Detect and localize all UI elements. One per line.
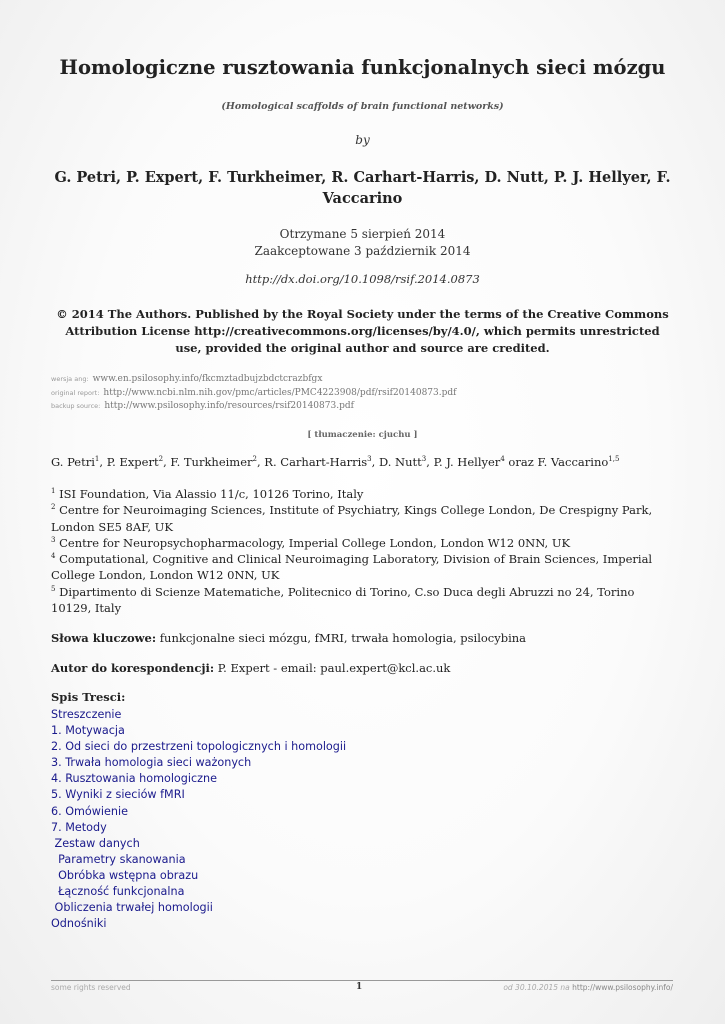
keywords-label: Słowa kluczowe:: [51, 631, 157, 645]
toc-link-discussion[interactable]: 6. Omówienie: [51, 804, 129, 818]
toc-link-methods[interactable]: 7. Metody: [51, 820, 107, 834]
affiliation-text: Dipartimento di Scienze Matematiche, Politecnico di Torino, C.so Duca degli Abruzzi no 24, Torino 10129, Italy: [51, 584, 635, 616]
keywords-line: [51, 631, 526, 645]
toc-link-references[interactable]: Odnośniki: [51, 917, 107, 931]
source-original: [51, 388, 456, 398]
source-label: wersja ang:: [51, 375, 89, 383]
document-subtitle: (Homological scaffolds of brain functional networks): [221, 101, 504, 112]
correspondence-value: P. Expert - email: paul.expert@kcl.ac.uk: [217, 661, 451, 675]
author-separator: ,: [163, 455, 171, 469]
toc-link-abstract[interactable]: Streszczenie: [51, 708, 122, 721]
source-label: backup source:: [51, 402, 101, 410]
footer-link[interactable]: http://www.psilosophy.info/: [572, 983, 673, 992]
author-affil-sup: 1: [94, 455, 100, 464]
footer-divider: [51, 980, 673, 981]
author-separator: ,: [99, 455, 107, 469]
affiliations-list: [51, 486, 676, 616]
author-name: P. J. Hellyer: [433, 455, 501, 469]
affiliation-item: [51, 584, 676, 617]
translation-note: [ tłumaczenie: cjuchu ]: [307, 430, 418, 440]
author-affil-sup: 1,5: [608, 455, 620, 464]
affiliation-number: 5: [51, 584, 56, 593]
footer-rights: some rights reserved: [51, 983, 131, 992]
source-label: original report:: [51, 389, 100, 397]
affiliation-text: ISI Foundation, Via Alassio 11/c, 10126 Torino, Italy: [59, 487, 364, 501]
toc-link-preprocessing[interactable]: Obróbka wstępna obrazu: [51, 868, 199, 882]
affiliation-number: 3: [51, 536, 56, 545]
affiliation-item: [51, 551, 676, 584]
affiliation-text: Computational, Cognitive and Clinical Neuroimaging Laboratory, Division of Brain Sciences, Imperial College London, London W12 0NN, UK: [51, 552, 653, 583]
affiliation-item: [51, 502, 676, 535]
affiliation-number: 1: [51, 487, 56, 496]
source-url[interactable]: http://www.ncbi.nlm.nih.gov/pmc/articles/PMC4223908/pdf/rsif20140873.pdf: [103, 388, 457, 398]
toc-link-scan-parameters[interactable]: Parametry skanowania: [51, 852, 186, 866]
page-number: 1: [356, 982, 363, 992]
toc-heading: Spis Tresci:: [51, 690, 126, 704]
author-affil-sup: 3: [367, 455, 372, 464]
author-separator: ,: [256, 455, 265, 469]
document-title: Homologiczne rusztowania funkcjonalnych sieci mózgu: [59, 56, 666, 79]
source-backup: [51, 401, 354, 411]
doi-link[interactable]: http://dx.doi.org/10.1098/rsif.2014.0873: [245, 272, 480, 286]
affiliation-text: Centre for Neuroimaging Sciences, Institute of Psychiatry, Kings College London, De Crespigny Park, London SE5 8AF, UK: [51, 503, 653, 534]
toc-link-networks-to-topology[interactable]: 2. Od sieci do przestrzeni topologicznych i homologii: [51, 740, 347, 754]
toc-link-homological-scaffolds[interactable]: 4. Rusztowania homologiczne: [51, 772, 217, 786]
footer-date: od 30.10.2015 na: [503, 983, 570, 992]
author-name: F. Turkheimer: [170, 455, 253, 469]
license-notice: © 2014 The Authors. Published by the Royal Society under the terms of the Creative Commons Attribution License http://creativecommons.org/licenses/by/4.0/, which permits unrestricted use, provided the original author and source are credited.: [56, 307, 669, 355]
affiliation-text: Centre for Neuropsychopharmacology, Imperial College London, London W12 0NN, UK: [59, 535, 571, 550]
dates-block: [40, 226, 685, 260]
toc-link-homology-computation[interactable]: Obliczenia trwałej homologii: [51, 901, 213, 915]
authors-list: [51, 455, 619, 469]
toc-link-dataset[interactable]: Zestaw danych: [51, 836, 140, 850]
author-name: G. Petri: [51, 455, 95, 469]
author-affil-sup: 4: [500, 455, 505, 464]
author-affil-sup: 2: [158, 455, 164, 464]
toc-link-fmri-results[interactable]: 5. Wyniki z sieciów fMRI: [51, 788, 185, 802]
author-affil-sup: 2: [252, 455, 257, 464]
author-separator: oraz: [504, 455, 538, 469]
author-name: P. Expert: [106, 455, 159, 469]
author-name: R. Carhart-Harris: [264, 455, 368, 469]
author-separator: ,: [371, 455, 379, 469]
received-date: Otrzymane 5 sierpień 2014: [279, 227, 446, 241]
source-url[interactable]: http://www.psilosophy.info/resources/rsif20140873.pdf: [104, 401, 354, 411]
table-of-contents: [51, 707, 346, 932]
by-label: by: [355, 133, 370, 147]
author-name: D. Nutt: [378, 455, 422, 469]
toc-link-functional-connectivity[interactable]: Łączność funkcjonalna: [51, 885, 185, 899]
toc-link-persistent-homology[interactable]: 3. Trwała homologia sieci ważonych: [51, 756, 252, 770]
source-url[interactable]: www.en.psilosophy.info/fkcmztadbujzbdctcrazbfgx: [92, 374, 323, 384]
author-name: F. Vaccarino: [537, 455, 609, 469]
affiliation-number: 2: [51, 503, 56, 512]
keywords-value: funkcjonalne sieci mózgu, fMRI, trwała homologia, psilocybina: [159, 631, 527, 645]
toc-link-motivation[interactable]: 1. Motywacja: [51, 724, 125, 738]
source-english: [51, 374, 322, 384]
accepted-date: Zaakceptowane 3 październik 2014: [254, 244, 471, 258]
affiliation-item: [51, 486, 676, 502]
affiliation-number: 4: [51, 552, 56, 561]
correspondence-line: [51, 661, 450, 675]
author-separator: ,: [426, 455, 434, 469]
correspondence-label: Autor do korespondencji:: [51, 661, 215, 675]
footer-source: [503, 983, 673, 992]
authors-heading: G. Petri, P. Expert, F. Turkheimer, R. Carhart-Harris, D. Nutt, P. J. Hellyer, F. Vaccarino: [54, 169, 671, 207]
affiliation-item: [51, 535, 676, 551]
author-affil-sup: 3: [421, 455, 427, 464]
